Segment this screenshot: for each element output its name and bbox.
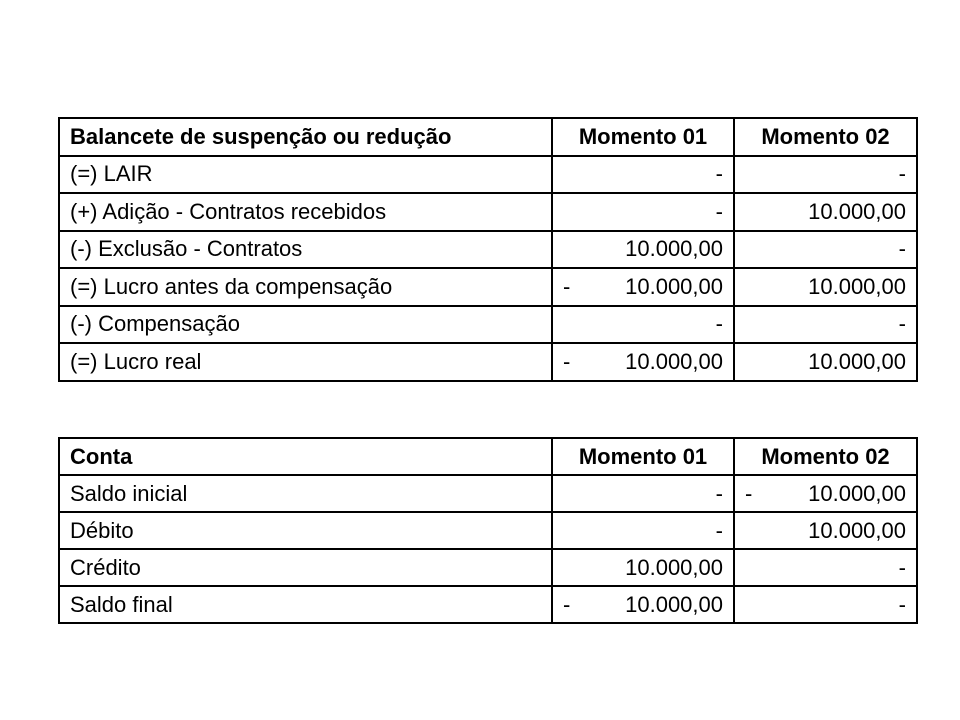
- momento-01-value: 10.000,00: [625, 348, 723, 374]
- row-label: Crédito: [59, 549, 552, 586]
- momento-02-cell: [734, 586, 917, 623]
- momento-01-cell: [552, 343, 734, 381]
- momento-02-value: -: [898, 161, 906, 187]
- row-label: (+) Adição - Contratos recebidos: [59, 193, 552, 231]
- row-label: (-) Compensação: [59, 306, 552, 344]
- momento-01-cell: [552, 193, 734, 231]
- momento-02-value: 10.000,00: [808, 198, 906, 224]
- table-row: [59, 549, 917, 586]
- momento-01-cell: [552, 512, 734, 549]
- negative-sign: -: [563, 591, 571, 617]
- balancete-table: [58, 117, 918, 382]
- table-row: [59, 475, 917, 512]
- momento-01-value: 10.000,00: [625, 236, 723, 262]
- momento-02-value: -: [898, 591, 906, 617]
- momento-02-value: 10.000,00: [808, 480, 906, 506]
- table-row: [59, 512, 917, 549]
- momento-01-cell: [552, 475, 734, 512]
- row-label: Débito: [59, 512, 552, 549]
- table-row: [59, 193, 917, 231]
- momento-01-value: -: [715, 517, 723, 543]
- momento-01-value: -: [715, 198, 723, 224]
- momento-02-value: -: [898, 554, 906, 580]
- momento-02-cell: [734, 475, 917, 512]
- momento-01-cell: [552, 306, 734, 344]
- momento-02-value: 10.000,00: [808, 273, 906, 299]
- header-balancete: Balancete de suspenção ou redução: [59, 118, 552, 156]
- momento-01-value: -: [715, 480, 723, 506]
- momento-02-cell: [734, 343, 917, 381]
- row-label: (=) Lucro real: [59, 343, 552, 381]
- table-row: [59, 231, 917, 269]
- momento-01-cell: [552, 231, 734, 269]
- table-row: [59, 156, 917, 194]
- negative-sign: -: [563, 348, 571, 374]
- momento-01-cell: [552, 586, 734, 623]
- header-momento-01: Momento 01: [552, 438, 734, 475]
- momento-02-cell: [734, 193, 917, 231]
- momento-01-cell: [552, 549, 734, 586]
- header-momento-02: Momento 02: [734, 438, 917, 475]
- momento-01-value: -: [715, 161, 723, 187]
- table-header-row: [59, 438, 917, 475]
- row-label: (-) Exclusão - Contratos: [59, 231, 552, 269]
- momento-01-value: 10.000,00: [625, 591, 723, 617]
- momento-02-value: 10.000,00: [808, 348, 906, 374]
- momento-01-value: 10.000,00: [625, 554, 723, 580]
- header-conta: Conta: [59, 438, 552, 475]
- header-momento-02: Momento 02: [734, 118, 917, 156]
- momento-02-cell: [734, 156, 917, 194]
- table-row: [59, 268, 917, 306]
- momento-01-value: -: [715, 311, 723, 337]
- table-row: [59, 586, 917, 623]
- table-row: [59, 343, 917, 381]
- row-label: (=) LAIR: [59, 156, 552, 194]
- momento-02-cell: [734, 268, 917, 306]
- momento-01-value: 10.000,00: [625, 273, 723, 299]
- table-header-row: [59, 118, 917, 156]
- row-label: Saldo final: [59, 586, 552, 623]
- momento-02-value: 10.000,00: [808, 517, 906, 543]
- row-label: Saldo inicial: [59, 475, 552, 512]
- momento-02-cell: [734, 231, 917, 269]
- momento-02-cell: [734, 512, 917, 549]
- momento-02-cell: [734, 306, 917, 344]
- header-momento-01: Momento 01: [552, 118, 734, 156]
- momento-02-value: -: [898, 236, 906, 262]
- momento-02-value: -: [898, 311, 906, 337]
- table-row: [59, 306, 917, 344]
- momento-01-cell: [552, 156, 734, 194]
- negative-sign: -: [563, 273, 571, 299]
- momento-02-cell: [734, 549, 917, 586]
- row-label: (=) Lucro antes da compensação: [59, 268, 552, 306]
- momento-01-cell: [552, 268, 734, 306]
- conta-table: [58, 437, 918, 624]
- negative-sign: -: [745, 480, 753, 506]
